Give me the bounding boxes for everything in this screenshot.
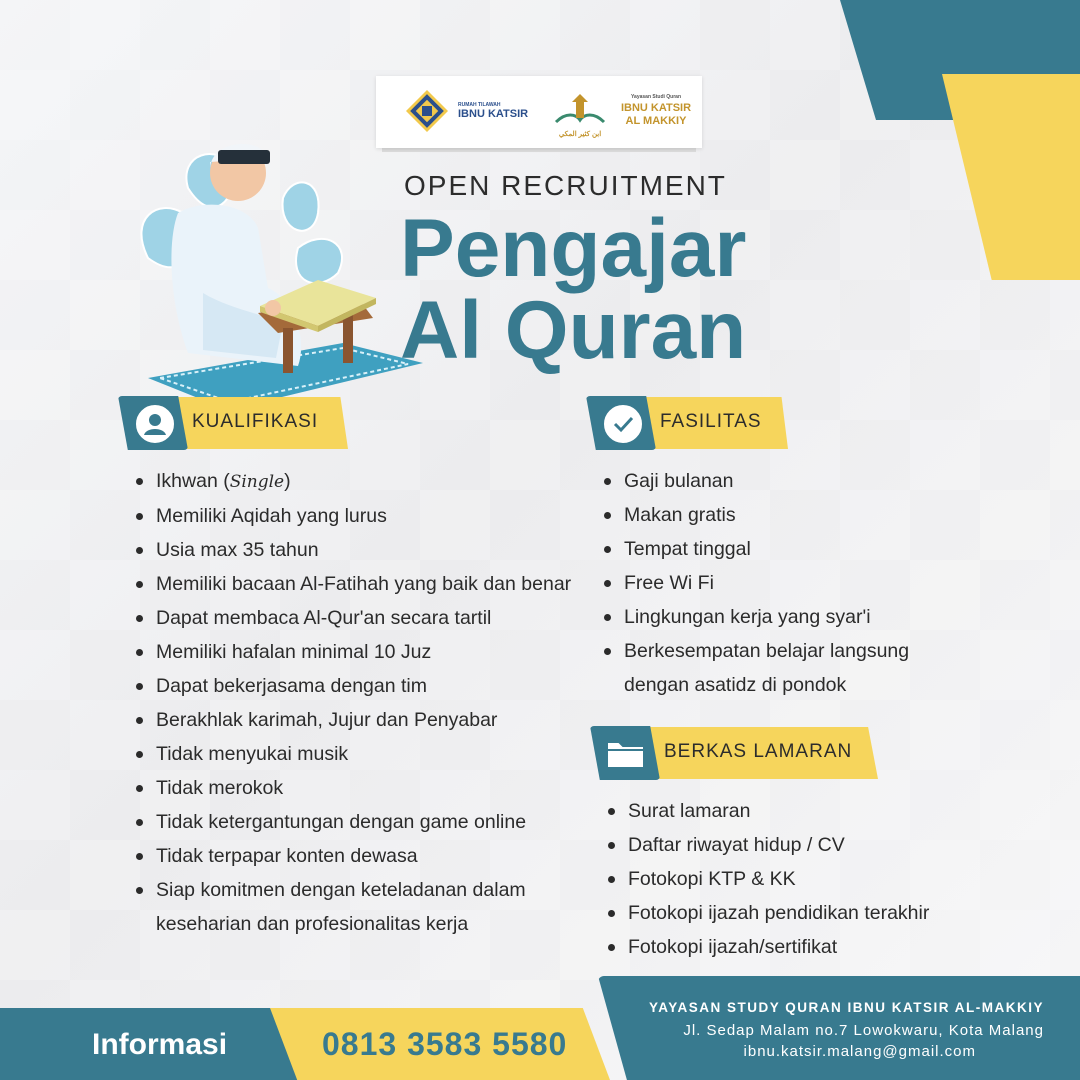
- list-item: Daftar riwayat hidup / CV: [602, 828, 982, 862]
- qualifications-list: [130, 464, 580, 941]
- list-item: Berakhlak karimah, Jujur dan Penyabar: [130, 703, 580, 737]
- facilities-header: [586, 396, 788, 450]
- logo-right-main2: AL MAKKIY: [625, 115, 687, 127]
- phone-number[interactable]: 0813 3583 5580: [322, 1026, 568, 1062]
- user-icon: [134, 403, 176, 445]
- list-item: Tempat tinggal: [598, 532, 958, 566]
- title-line-2: Al Quran: [400, 285, 747, 376]
- list-item: Berkesempatan belajar langsung dengan asatidz di pondok: [598, 634, 958, 702]
- org-name: YAYASAN STUDY QURAN IBNU KATSIR AL-MAKKIY: [648, 1000, 1044, 1015]
- logo-left-small: RUMAH TILAWAH: [458, 102, 501, 108]
- list-item: Tidak terpapar konten dewasa: [130, 839, 580, 873]
- documents-heading: BERKAS LAMARAN: [664, 741, 853, 762]
- list-item: Siap komitmen dengan keteladanan dalam keseharian dan profesionalitas kerja: [130, 873, 580, 941]
- list-item: Dapat membaca Al-Qur'an secara tartil: [130, 601, 580, 635]
- qualifications-header: [118, 396, 348, 450]
- org-email[interactable]: ibnu.katsir.malang@gmail.com: [743, 1043, 976, 1060]
- logo-left-main: IBNU KATSIR: [458, 108, 529, 120]
- list-item: Fotokopi KTP & KK: [602, 862, 982, 896]
- documents-header: [590, 726, 878, 780]
- ibnu-katsir-makkiy-logo-icon: [552, 92, 608, 132]
- list-item: Gaji bulanan: [598, 464, 958, 498]
- list-item: Tidak merokok: [130, 771, 580, 805]
- list-item: Free Wi Fi: [598, 566, 958, 600]
- org-address: Jl. Sedap Malam no.7 Lowokwaru, Kota Malang: [683, 1022, 1044, 1039]
- list-item: Makan gratis: [598, 498, 958, 532]
- list-item: Usia max 35 tahun: [130, 533, 580, 567]
- facilities-heading: FASILITAS: [660, 411, 762, 432]
- documents-list: [602, 794, 982, 964]
- rumah-tilawah-logo-icon: [404, 88, 450, 134]
- list-item: Memiliki Aqidah yang lurus: [130, 499, 580, 533]
- list-item: Memiliki bacaan Al-Fatihah yang baik dan benar: [130, 567, 580, 601]
- facilities-list: [598, 464, 958, 702]
- list-item: Ikhwan (Single): [130, 464, 580, 499]
- title-line-1: Pengajar: [400, 203, 747, 294]
- logo-right-small: Yayasan Studi Quran: [630, 94, 682, 100]
- list-item: Surat lamaran: [602, 794, 982, 828]
- check-circle-icon: [602, 403, 644, 445]
- logo-right-main1: IBNU KATSIR: [620, 102, 692, 114]
- list-item: Memiliki hafalan minimal 10 Juz: [130, 635, 580, 669]
- list-item: Fotokopi ijazah pendidikan terakhir: [602, 896, 982, 930]
- list-item: Lingkungan kerja yang syar'i: [598, 600, 958, 634]
- info-label: Informasi: [92, 1028, 228, 1061]
- folder-icon: [604, 736, 648, 772]
- quran-reader-illustration: [108, 118, 438, 428]
- list-item: Dapat bekerjasama dengan tim: [130, 669, 580, 703]
- logo-right-arabic: ابن كثير المكي: [558, 131, 602, 138]
- list-item: Tidak menyukai musik: [130, 737, 580, 771]
- list-item: Fotokopi ijazah/sertifikat: [602, 930, 982, 964]
- logo-banner: [376, 76, 702, 148]
- eyebrow-text: OPEN RECRUITMENT: [404, 170, 727, 201]
- list-item: Tidak ketergantungan dengan game online: [130, 805, 580, 839]
- qualifications-heading: KUALIFIKASI: [192, 411, 319, 432]
